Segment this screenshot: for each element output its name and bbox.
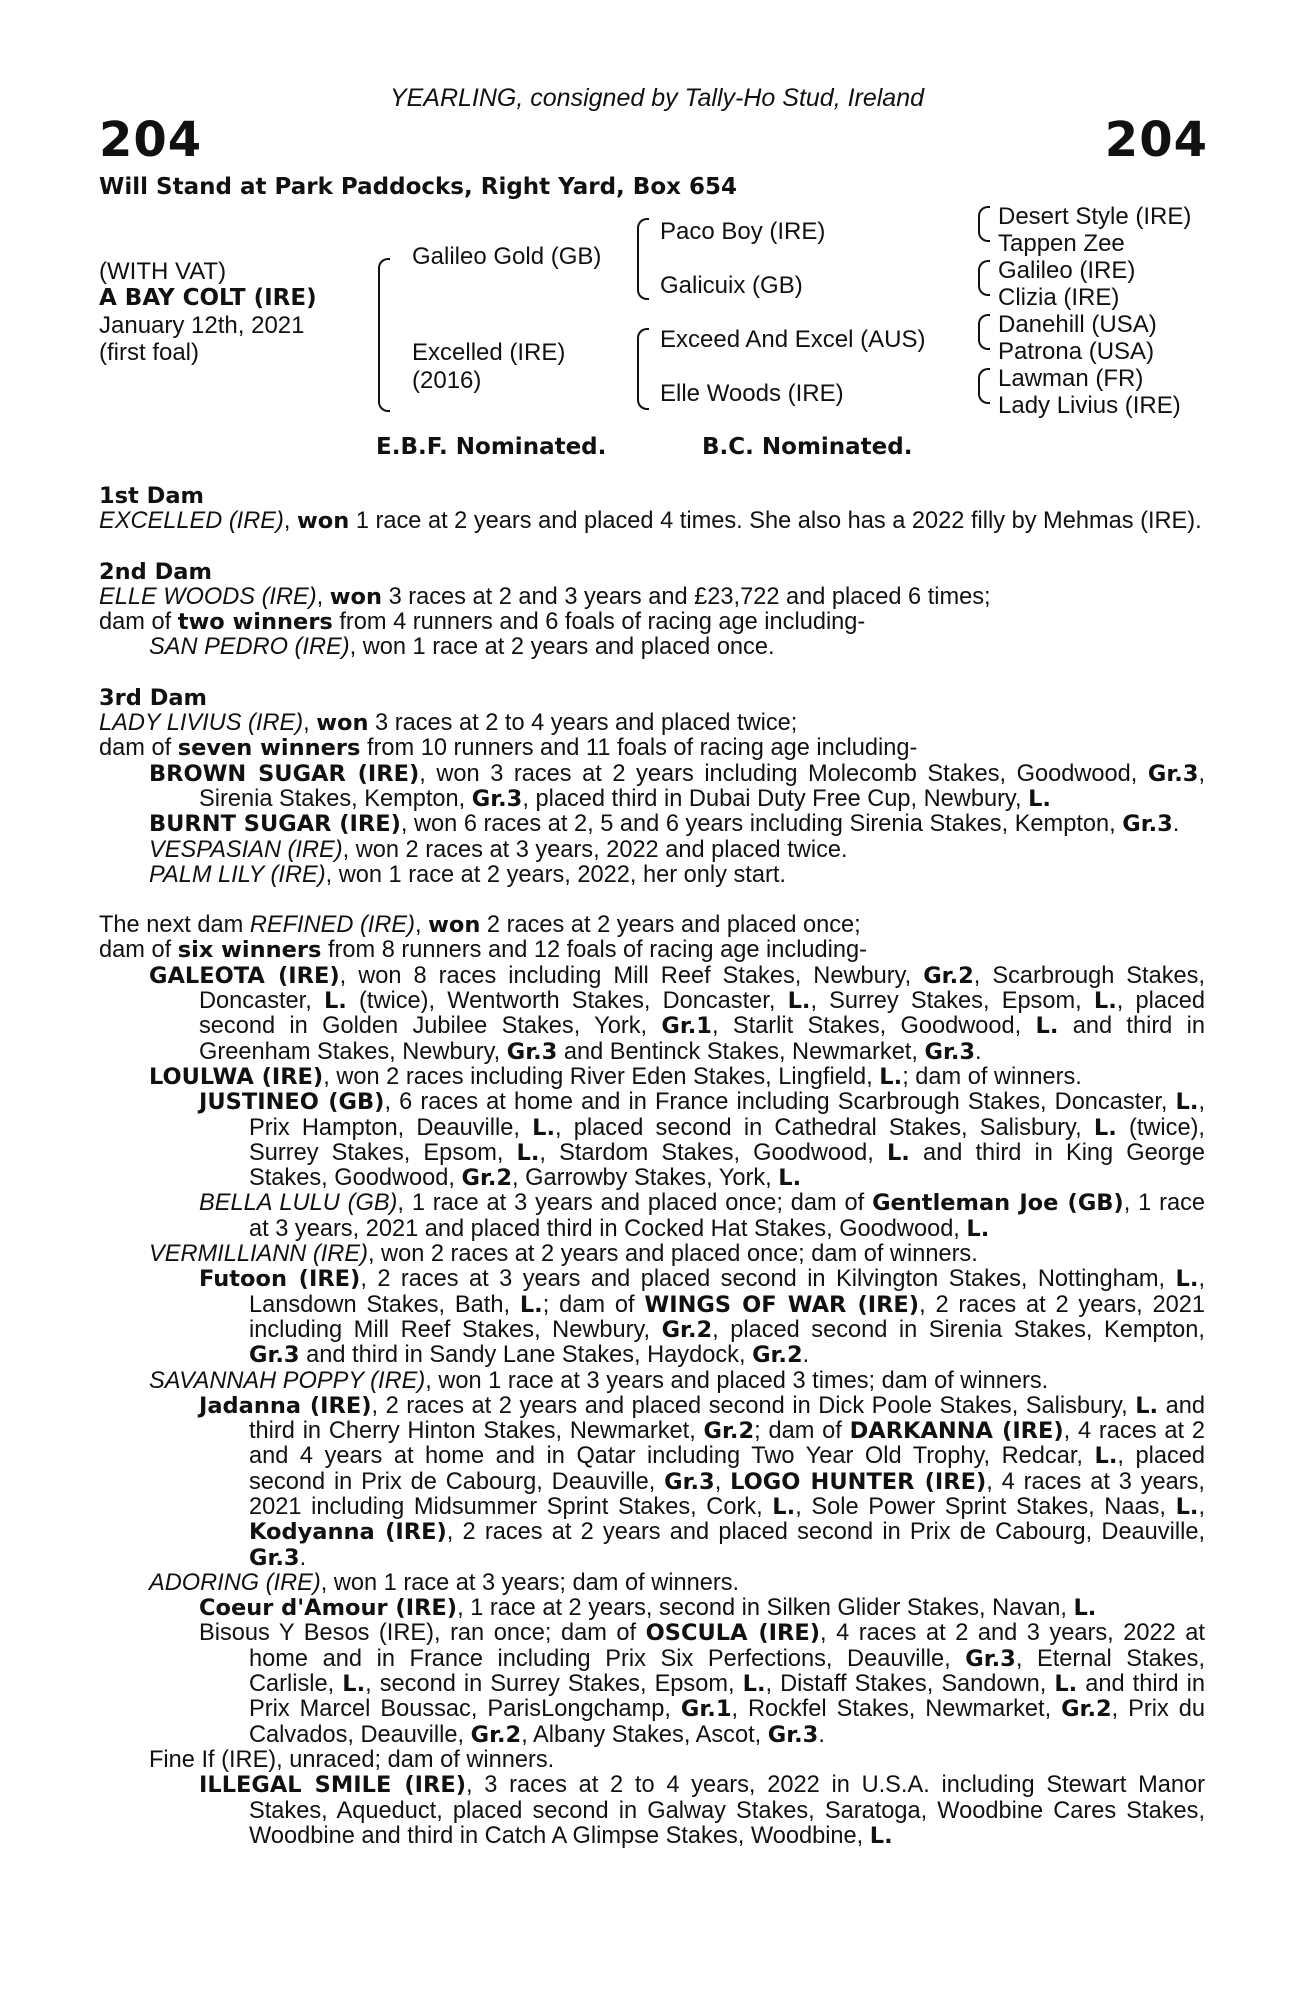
vat-note: (WITH VAT)	[99, 258, 227, 285]
produce-entry: Jadanna (IRE), 2 races at 2 years and placed second in Dick Poole Stakes, Salisbury, L. and third in Cherry Hinton Stakes, Newmarket, Gr.2; dam of DARKANNA (IRE), 4 races at 2 and 4 years at home and in Qatar including Two Year Old Trophy, Redcar, L., placed second in Prix de Cabourg, Deauville, Gr.3, LOGO HUNTER (IRE), 4 races at 3 years, 2021 including Midsummer Sprint Stakes, Cork, L., Sole Power Sprint Stakes, Naas, L., Kodyanna (IRE), 2 races at 2 years and placed second in Prix de Cabourg, Deauville, Gr.3.	[199, 1392, 1206, 1571]
pedigree-g1: Desert Style (IRE)	[998, 203, 1192, 230]
second-dam-produce: dam of two winners from 4 runners and 6 foals of racing age including-	[99, 609, 866, 636]
pedigree-sire: Galileo Gold (GB)	[412, 243, 602, 270]
pedigree-g5: Danehill (USA)	[998, 311, 1157, 338]
produce-entry: LOULWA (IRE), won 2 races including River Eden Stakes, Lingfield, L.; dam of winners.	[149, 1063, 1082, 1090]
produce-entry: GALEOTA (IRE), won 8 races including Mill Reef Stakes, Newbury, Gr.2, Scarbrough Stakes, Doncaster, L. (twice), Wentworth Stakes, Doncaster, L., Surrey Stakes, Epsom, L., placed second in Golden Jubilee Stakes, York, Gr.1, Starlit Stakes, Goodwood, L. and third in Greenham Stakes, Newbury, Gr.3 and Bentinck Stakes, Newmarket, Gr.3.	[149, 962, 1206, 1065]
produce-entry: PALM LILY (IRE), won 1 race at 2 years, 2022, her only start.	[149, 861, 786, 888]
pedigree-brace-3b	[978, 260, 990, 296]
stand-location: Will Stand at Park Paddocks, Right Yard, Box 654	[99, 174, 737, 200]
second-dam-text: ELLE WOODS (IRE), won 3 races at 2 and 3 years and £23,722 and placed 6 times;	[99, 583, 991, 610]
produce-entry: JUSTINEO (GB), 6 races at home and in France including Scarbrough Stakes, Doncaster, L., Prix Hampton, Deauville, L., placed second in Cathedral Stakes, Salisbury, L. (twice), Surrey Stakes, Epsom, L., Stardom Stakes, Goodwood, L. and third in King George Stakes, Goodwood, Gr.2, Garrowby Stakes, York, L.	[199, 1089, 1205, 1192]
produce-entry: BELLA LULU (GB), 1 race at 3 years and placed once; dam of Gentleman Joe (GB), 1 race at 3 years, 2021 and placed third in Cocked Hat Stakes, Goodwood, L.	[199, 1190, 1206, 1242]
pedigree-sire-dam: Galicuix (GB)	[660, 272, 803, 299]
pedigree-brace-3a	[978, 206, 990, 242]
pedigree-dam-year: (2016)	[412, 367, 482, 394]
produce-entry: Futoon (IRE), 2 races at 3 years and placed second in Kilvington Stakes, Nottingham, L., Lansdown Stakes, Bath, L.; dam of WINGS OF WAR (IRE), 2 races at 2 years, 2021 including Mill Reef Stakes, Newbury, Gr.2, placed second in Sirenia Stakes, Kempton, Gr.3 and third in Sandy Lane Stakes, Haydock, Gr.2.	[199, 1266, 1205, 1369]
next-dam-produce: dam of six winners from 8 runners and 12 foals of racing age including-	[99, 937, 868, 964]
pedigree-third-generation	[998, 203, 1191, 419]
foaling-date: January 12th, 2021	[99, 312, 305, 339]
second-dam-heading: 2nd Dam	[99, 558, 212, 585]
pedigree-dam: Excelled (IRE)	[412, 339, 566, 366]
produce-entry: VERMILLIANN (IRE), won 2 races at 2 years and placed once; dam of winners.	[149, 1241, 978, 1268]
first-dam-heading: 1st Dam	[99, 483, 204, 509]
bc-nomination: B.C. Nominated.	[702, 434, 913, 460]
produce-entry: VESPASIAN (IRE), won 2 races at 3 years, 2022 and placed twice.	[149, 836, 848, 863]
catalogue-body	[99, 484, 1205, 1849]
pedigree-g2: Tappen Zee	[998, 230, 1125, 257]
produce-entry: SAVANNAH POPPY (IRE), won 1 race at 3 years and placed 3 times; dam of winners.	[149, 1367, 1049, 1394]
lot-number-left: 204	[99, 112, 203, 168]
third-dam-heading: 3rd Dam	[99, 684, 207, 711]
catalogue-subtitle: YEARLING, consigned by Tally-Ho Stud, Ireland	[389, 84, 925, 112]
produce-entry: ILLEGAL SMILE (IRE), 3 races at 2 to 4 years, 2022 in U.S.A. including Stewart Manor Stakes, Aqueduct, placed second in Galway Stakes, Saratoga, Woodbine Cares Stakes, Woodbine and third in Catch A Glimpse Stakes, Woodbine, L.	[199, 1772, 1205, 1849]
pedigree-sire-sire: Paco Boy (IRE)	[660, 218, 826, 245]
pedigree-g7: Lawman (FR)	[998, 365, 1144, 392]
produce-entry: BURNT SUGAR (IRE), won 6 races at 2, 5 and 6 years including Sirenia Stakes, Kempton, Gr.3.	[149, 811, 1180, 838]
pedigree-brace-2b	[637, 328, 649, 410]
lot-number-right: 204	[1104, 112, 1208, 168]
pedigree-brace-3c	[978, 314, 990, 350]
pedigree-dam-dam: Elle Woods (IRE)	[660, 380, 844, 407]
pedigree-brace-2a	[637, 218, 649, 300]
first-dam-text: EXCELLED (IRE), won 1 race at 2 years and placed 4 times. She also has a 2022 filly by Mehmas (IRE).	[99, 508, 1202, 535]
third-dam-text: LADY LIVIUS (IRE), won 3 races at 2 to 4 years and placed twice;	[99, 710, 798, 737]
pedigree-g4: Clizia (IRE)	[998, 284, 1120, 311]
pedigree-brace-1	[378, 258, 390, 412]
pedigree-dam-sire: Exceed And Excel (AUS)	[660, 326, 926, 353]
horse-identity	[99, 258, 317, 366]
produce-entry: Bisous Y Besos (IRE), ran once; dam of OSCULA (IRE), 4 races at 2 and 3 years, 2022 at home and in France including Prix Six Perfections, Deauville, Gr.3, Eternal Stakes, Carlisle, L., second in Surrey Stakes, Epsom, L., Distaff Stakes, Sandown, L. and third in Prix Marcel Boussac, ParisLongchamp, Gr.1, Rockfel Stakes, Newmarket, Gr.2, Prix du Calvados, Deauville, Gr.2, Albany Stakes, Ascot, Gr.3.	[199, 1620, 1206, 1748]
horse-name: A BAY COLT (IRE)	[99, 285, 317, 311]
pedigree-g3: Galileo (IRE)	[998, 257, 1136, 284]
third-dam-produce: dam of seven winners from 10 runners and 11 foals of racing age including-	[99, 735, 918, 762]
pedigree-g8: Lady Livius (IRE)	[998, 392, 1181, 419]
foal-note: (first foal)	[99, 339, 200, 366]
produce-entry: Fine If (IRE), unraced; dam of winners.	[149, 1746, 555, 1773]
produce-entry: ADORING (IRE), won 1 race at 3 years; dam of winners.	[149, 1569, 740, 1596]
produce-entry: SAN PEDRO (IRE), won 1 race at 2 years and placed once.	[149, 634, 775, 661]
pedigree-g6: Patrona (USA)	[998, 338, 1155, 365]
produce-entry: Coeur d'Amour (IRE), 1 race at 2 years, second in Silken Glider Stakes, Navan, L.	[199, 1595, 1097, 1622]
next-dam-text: The next dam REFINED (IRE), won 2 races at 2 years and placed once;	[99, 912, 861, 939]
ebf-nomination: E.B.F. Nominated.	[376, 434, 607, 460]
pedigree-brace-3d	[978, 368, 990, 404]
produce-entry: BROWN SUGAR (IRE), won 3 races at 2 years including Molecomb Stakes, Goodwood, Gr.3, Sirenia Stakes, Kempton, Gr.3, placed third in Dubai Duty Free Cup, Newbury, L.	[149, 760, 1206, 812]
